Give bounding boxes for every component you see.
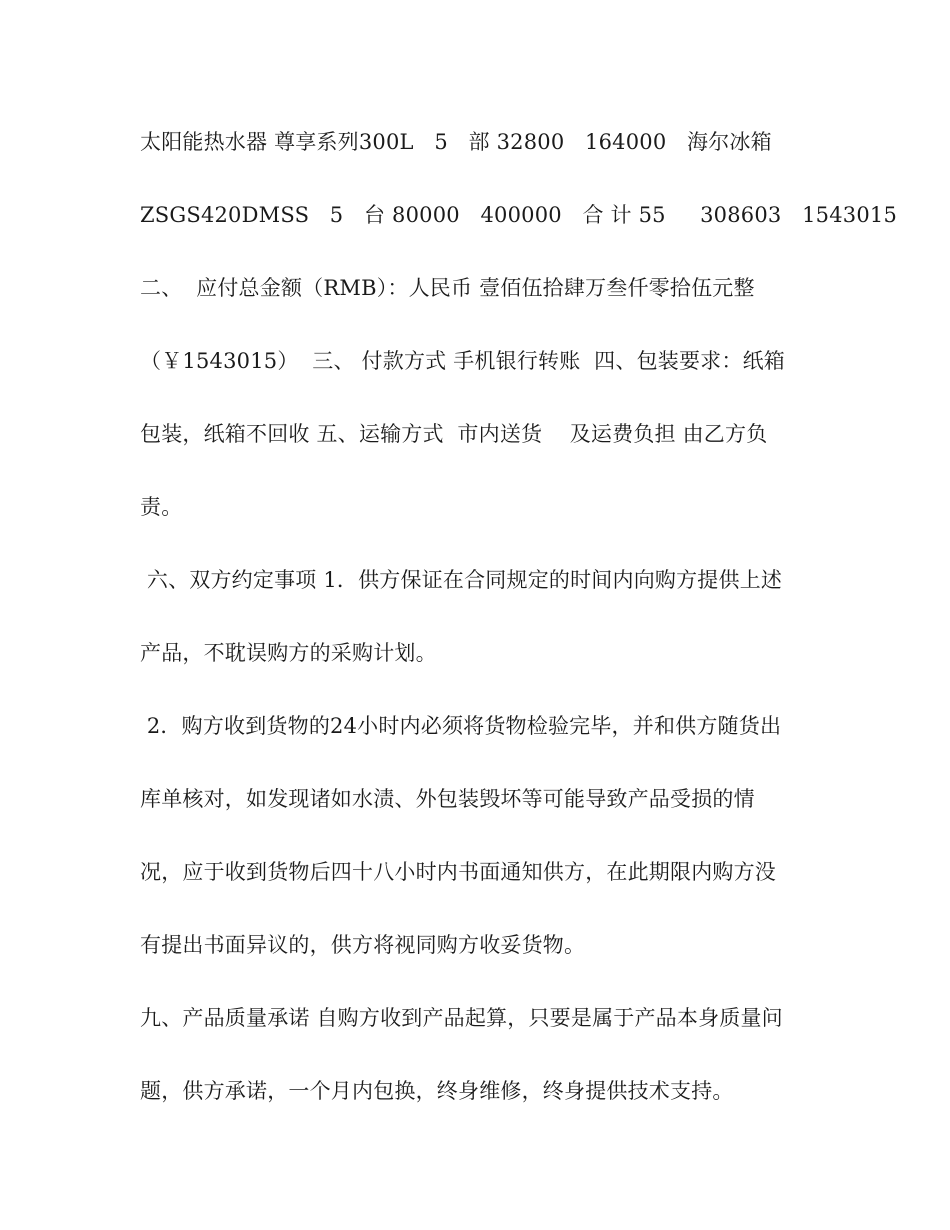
text-line-agreement-1: 六、双方约定事项 1．供方保证在合同规定的时间内向购方提供上述 — [140, 568, 783, 592]
text-line-product-water-heater: 太阳能热水器 尊享系列300L 5 部 32800 164000 海尔冰箱 — [140, 130, 772, 154]
text-line-product-fridge-total: ZSGS420DMSS 5 台 80000 400000 合 计 55 308603 1543015 — [140, 203, 898, 227]
text-line-transport: 包装，纸箱不回收 五、运输方式 市内送货 及运费负担 由乙方负 — [140, 422, 768, 446]
text-line-agreement-2-cont2: 况，应于收到货物后四十八小时内书面通知供方，在此期限内购方没 — [140, 860, 776, 884]
text-line-agreement-2-end: 有提出书面异议的，供方将视同购方收妥货物。 — [140, 933, 586, 957]
text-line-transport-end: 责。 — [140, 495, 183, 519]
text-line-quality-promise-end: 题，供方承诺，一个月内包换，终身维修，终身提供技术支持。 — [140, 1079, 734, 1103]
text-line-agreement-2: 2．购方收到货物的24小时内必须将货物检验完毕，并和供方随货出 — [140, 714, 782, 738]
text-line-agreement-1-end: 产品，不耽误购方的采购计划。 — [140, 641, 437, 665]
text-line-agreement-2-cont: 库单核对，如发现诸如水渍、外包装毁坏等可能导致产品受损的情 — [140, 787, 755, 811]
text-line-total-amount: 二、 应付总金额（RMB）：人民币 壹佰伍拾肆万叁仟零拾伍元整 — [140, 276, 755, 300]
text-line-quality-promise: 九、产品质量承诺 自购方收到产品起算，只要是属于产品本身质量问 — [140, 1006, 783, 1030]
text-line-payment-packaging: （￥1543015） 三、 付款方式 手机银行转账 四、包装要求：纸箱 — [140, 349, 785, 373]
